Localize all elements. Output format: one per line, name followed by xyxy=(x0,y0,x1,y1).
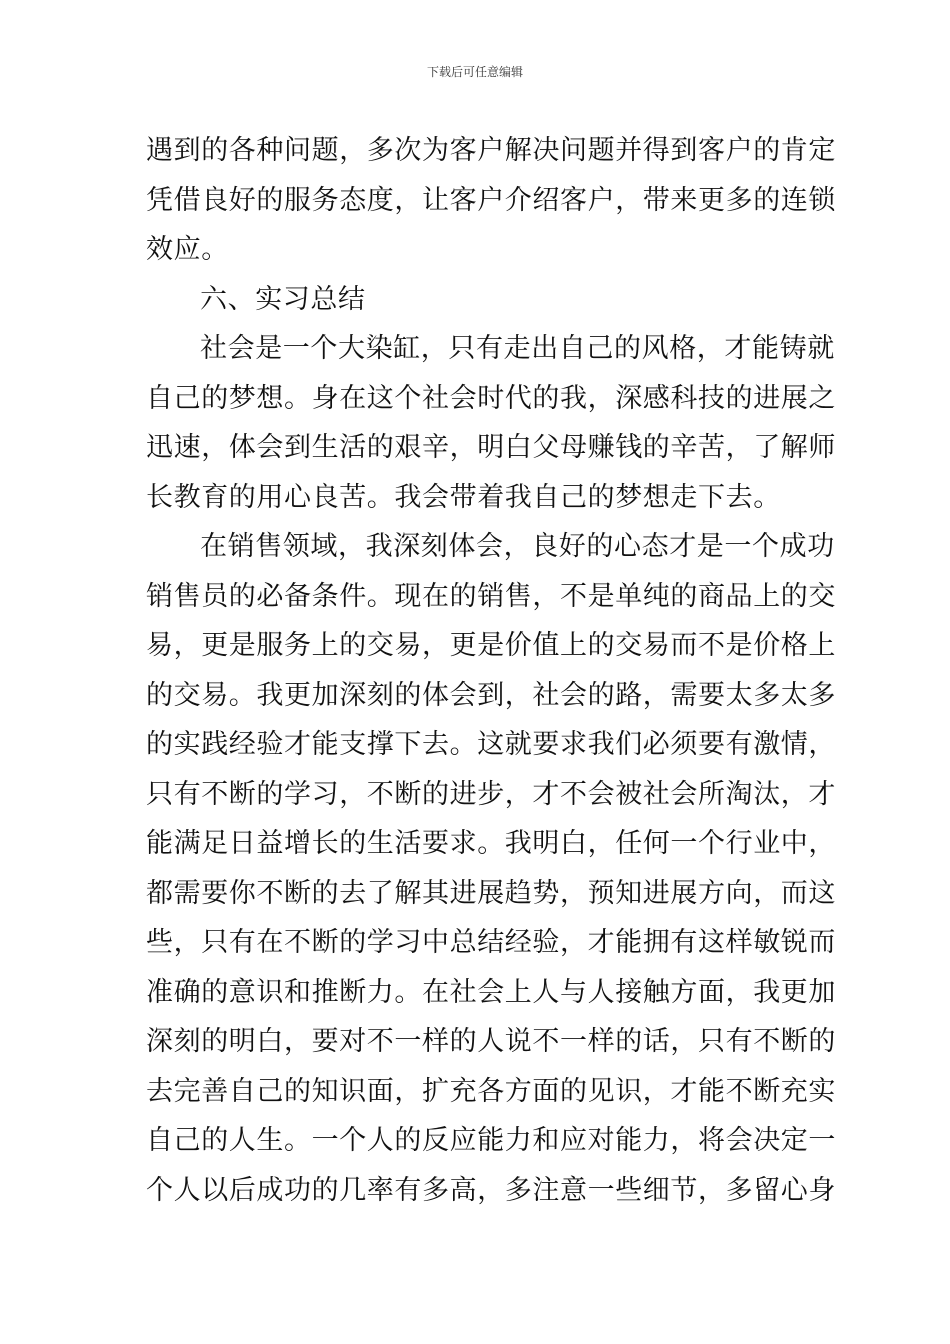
text-line: 在销售领域，我深刻体会，良好的心态才是一个成功 xyxy=(200,531,835,562)
text-line: 效应。 xyxy=(146,234,229,265)
document-body xyxy=(146,126,836,1215)
text-line: 社会是一个大染缸，只有走出自己的风格，才能铸就 xyxy=(200,333,835,364)
text-line: 凭借良好的服务态度，让客户介绍客户，带来更多的连锁 xyxy=(146,184,836,216)
text-line: 准确的意识和推断力。在社会上人与人接触方面，我更加 xyxy=(146,976,836,1008)
section-heading: 六、实习总结 xyxy=(200,283,366,315)
text-line: 的交易。我更加深刻的体会到，社会的路，需要太多太多 xyxy=(146,679,836,711)
text-line: 自己的梦想。身在这个社会时代的我，深感科技的进展之 xyxy=(146,382,836,414)
text-line: 遇到的各种问题，多次为客户解决问题并得到客户的肯定 xyxy=(146,135,836,166)
text-line: 只有不断的学习，不断的进步，才不会被社会所淘汰，才 xyxy=(146,778,836,810)
text-line: 长教育的用心良苦。我会带着我自己的梦想走下去。 xyxy=(146,481,781,513)
text-line: 能满足日益增长的生活要求。我明白，任何一个行业中， xyxy=(146,828,836,859)
text-line: 都需要你不断的去了解其进展趋势，预知进展方向，而这 xyxy=(146,877,836,909)
text-line: 的实践经验才能支撑下去。这就要求我们必须要有激情， xyxy=(146,729,836,760)
page-header: 下载后可任意编辑 xyxy=(426,65,523,79)
text-line: 销售员的必备条件。现在的销售，不是单纯的商品上的交 xyxy=(146,580,836,612)
text-line: 深刻的明白，要对不一样的人说不一样的话，只有不断的 xyxy=(146,1026,836,1057)
text-line: 个人以后成功的几率有多高，多注意一些细节，多留心身 xyxy=(146,1174,836,1206)
text-line: 去完善自己的知识面，扩充各方面的见识，才能不断充实 xyxy=(146,1075,836,1107)
text-line: 些，只有在不断的学习中总结经验，才能拥有这样敏锐而 xyxy=(146,927,836,958)
text-line: 迅速，体会到生活的艰辛，明白父母赚钱的辛苦，了解师 xyxy=(146,432,836,463)
text-line: 自己的人生。一个人的反应能力和应对能力，将会决定一 xyxy=(146,1125,836,1156)
text-line: 易，更是服务上的交易，更是价值上的交易而不是价格上 xyxy=(146,630,836,661)
